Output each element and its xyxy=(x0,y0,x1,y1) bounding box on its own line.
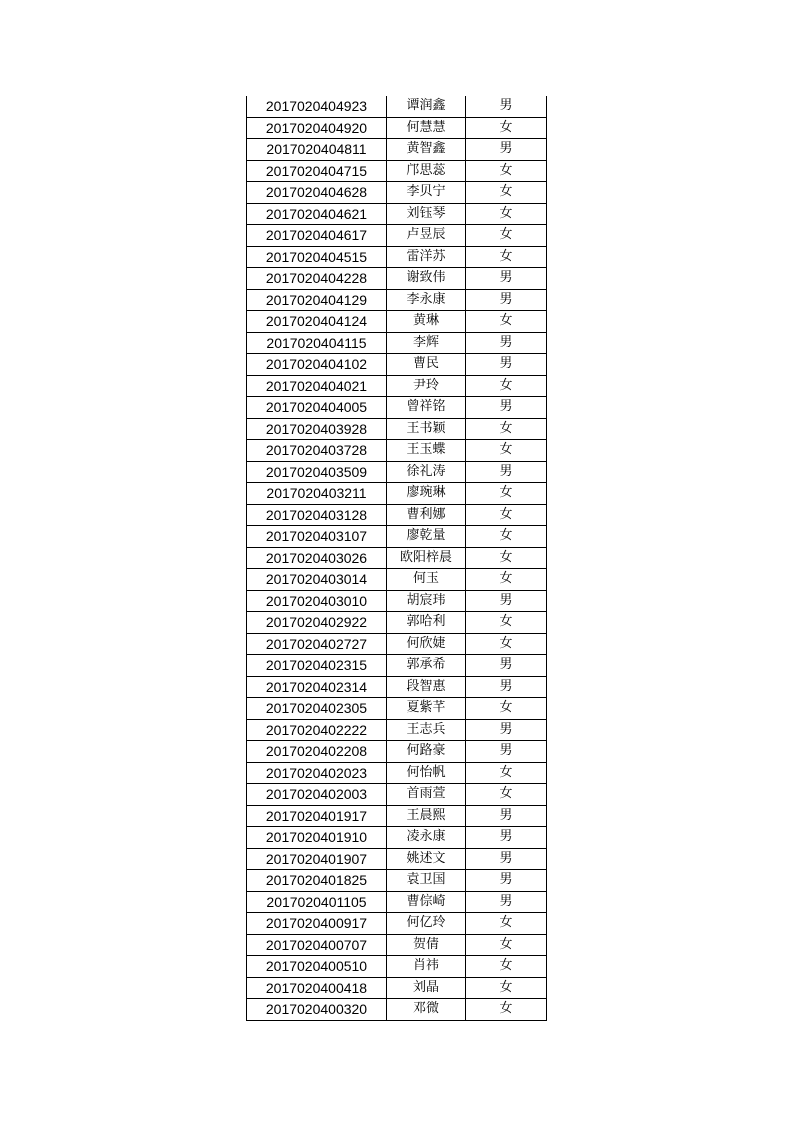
student-name-cell: 尹玲 xyxy=(387,375,466,397)
student-gender-cell: 男 xyxy=(466,354,547,376)
student-name-cell: 谢致伟 xyxy=(387,268,466,290)
table-row xyxy=(247,913,547,935)
student-id-cell: 2017020404102 xyxy=(247,354,387,376)
student-name-cell: 刘钰琴 xyxy=(387,203,466,225)
student-id-cell: 2017020402003 xyxy=(247,784,387,806)
table-row xyxy=(247,698,547,720)
student-id-cell: 2017020402727 xyxy=(247,633,387,655)
student-id-cell: 2017020400917 xyxy=(247,913,387,935)
student-id-cell: 2017020402922 xyxy=(247,612,387,634)
table-row xyxy=(247,246,547,268)
student-id-cell: 2017020400320 xyxy=(247,999,387,1021)
table-row xyxy=(247,418,547,440)
student-roster-table xyxy=(246,96,547,1021)
student-gender-cell: 女 xyxy=(466,225,547,247)
student-gender-cell: 女 xyxy=(466,698,547,720)
table-row xyxy=(247,805,547,827)
student-id-cell: 2017020400418 xyxy=(247,977,387,999)
student-name-cell: 雷洋苏 xyxy=(387,246,466,268)
student-id-cell: 2017020404617 xyxy=(247,225,387,247)
student-id-cell: 2017020404115 xyxy=(247,332,387,354)
student-gender-cell: 女 xyxy=(466,999,547,1021)
student-name-cell: 曾祥铭 xyxy=(387,397,466,419)
table-row xyxy=(247,569,547,591)
student-id-cell: 2017020401910 xyxy=(247,827,387,849)
student-name-cell: 刘晶 xyxy=(387,977,466,999)
table-row xyxy=(247,461,547,483)
student-id-cell: 2017020403928 xyxy=(247,418,387,440)
student-name-cell: 郭承希 xyxy=(387,655,466,677)
student-name-cell: 贺倩 xyxy=(387,934,466,956)
table-row xyxy=(247,848,547,870)
table-row xyxy=(247,827,547,849)
table-row xyxy=(247,870,547,892)
table-row xyxy=(247,354,547,376)
student-id-cell: 2017020401907 xyxy=(247,848,387,870)
table-row xyxy=(247,956,547,978)
student-name-cell: 王玉蝶 xyxy=(387,440,466,462)
student-name-cell: 曹民 xyxy=(387,354,466,376)
table-row xyxy=(247,182,547,204)
student-id-cell: 2017020402314 xyxy=(247,676,387,698)
table-row xyxy=(247,268,547,290)
student-gender-cell: 女 xyxy=(466,311,547,333)
student-name-cell: 郭哈利 xyxy=(387,612,466,634)
student-id-cell: 2017020404005 xyxy=(247,397,387,419)
student-gender-cell: 男 xyxy=(466,397,547,419)
table-row xyxy=(247,633,547,655)
student-gender-cell: 男 xyxy=(466,719,547,741)
student-name-cell: 王晨熙 xyxy=(387,805,466,827)
student-name-cell: 曹利娜 xyxy=(387,504,466,526)
student-name-cell: 段智惠 xyxy=(387,676,466,698)
table-row xyxy=(247,289,547,311)
table-row xyxy=(247,375,547,397)
student-gender-cell: 男 xyxy=(466,590,547,612)
student-id-cell: 2017020403014 xyxy=(247,569,387,591)
student-gender-cell: 女 xyxy=(466,203,547,225)
student-name-cell: 王志兵 xyxy=(387,719,466,741)
student-id-cell: 2017020403107 xyxy=(247,526,387,548)
table-row xyxy=(247,655,547,677)
student-gender-cell: 女 xyxy=(466,547,547,569)
student-gender-cell: 男 xyxy=(466,870,547,892)
student-name-cell: 邓微 xyxy=(387,999,466,1021)
student-name-cell: 何路豪 xyxy=(387,741,466,763)
student-name-cell: 何玉 xyxy=(387,569,466,591)
student-id-cell: 2017020404228 xyxy=(247,268,387,290)
student-id-cell: 2017020401105 xyxy=(247,891,387,913)
student-id-cell: 2017020403128 xyxy=(247,504,387,526)
student-id-cell: 2017020404923 xyxy=(247,96,387,117)
student-id-cell: 2017020401825 xyxy=(247,870,387,892)
student-id-cell: 2017020403211 xyxy=(247,483,387,505)
student-gender-cell: 女 xyxy=(466,526,547,548)
table-row xyxy=(247,934,547,956)
student-id-cell: 2017020404515 xyxy=(247,246,387,268)
student-id-cell: 2017020404124 xyxy=(247,311,387,333)
student-name-cell: 廖琬琳 xyxy=(387,483,466,505)
student-name-cell: 李永康 xyxy=(387,289,466,311)
student-id-cell: 2017020402315 xyxy=(247,655,387,677)
student-name-cell: 夏紫芊 xyxy=(387,698,466,720)
student-name-cell: 李辉 xyxy=(387,332,466,354)
student-name-cell: 徐礼涛 xyxy=(387,461,466,483)
student-gender-cell: 女 xyxy=(466,483,547,505)
student-gender-cell: 男 xyxy=(466,676,547,698)
table-row xyxy=(247,762,547,784)
student-id-cell: 2017020404920 xyxy=(247,117,387,139)
student-id-cell: 2017020402208 xyxy=(247,741,387,763)
student-gender-cell: 男 xyxy=(466,655,547,677)
table-row xyxy=(247,526,547,548)
table-row xyxy=(247,139,547,161)
student-id-cell: 2017020404811 xyxy=(247,139,387,161)
student-gender-cell: 男 xyxy=(466,139,547,161)
student-gender-cell: 女 xyxy=(466,440,547,462)
student-id-cell: 2017020404021 xyxy=(247,375,387,397)
student-gender-cell: 男 xyxy=(466,805,547,827)
student-gender-cell: 女 xyxy=(466,504,547,526)
student-name-cell: 姚述文 xyxy=(387,848,466,870)
table-row xyxy=(247,332,547,354)
student-name-cell: 凌永康 xyxy=(387,827,466,849)
table-row xyxy=(247,590,547,612)
student-id-cell: 2017020404129 xyxy=(247,289,387,311)
student-gender-cell: 男 xyxy=(466,741,547,763)
student-name-cell: 袁卫国 xyxy=(387,870,466,892)
table-row xyxy=(247,225,547,247)
student-gender-cell: 女 xyxy=(466,934,547,956)
student-id-cell: 2017020402305 xyxy=(247,698,387,720)
student-id-cell: 2017020403010 xyxy=(247,590,387,612)
table-row xyxy=(247,676,547,698)
student-name-cell: 何慧慧 xyxy=(387,117,466,139)
student-gender-cell: 男 xyxy=(466,891,547,913)
student-name-cell: 谭润鑫 xyxy=(387,96,466,117)
table-row xyxy=(247,203,547,225)
student-gender-cell: 女 xyxy=(466,762,547,784)
student-id-cell: 2017020403728 xyxy=(247,440,387,462)
student-gender-cell: 女 xyxy=(466,612,547,634)
table-row xyxy=(247,977,547,999)
student-gender-cell: 女 xyxy=(466,160,547,182)
student-name-cell: 王书颖 xyxy=(387,418,466,440)
student-id-cell: 2017020402222 xyxy=(247,719,387,741)
student-id-cell: 2017020403026 xyxy=(247,547,387,569)
student-name-cell: 邝思蕊 xyxy=(387,160,466,182)
student-gender-cell: 男 xyxy=(466,268,547,290)
student-gender-cell: 女 xyxy=(466,246,547,268)
table-row xyxy=(247,483,547,505)
table-row xyxy=(247,504,547,526)
student-gender-cell: 女 xyxy=(466,569,547,591)
student-gender-cell: 女 xyxy=(466,956,547,978)
student-gender-cell: 男 xyxy=(466,96,547,117)
table-row xyxy=(247,397,547,419)
student-name-cell: 黄智鑫 xyxy=(387,139,466,161)
table-row xyxy=(247,440,547,462)
roster-body xyxy=(247,96,547,1020)
student-id-cell: 2017020400510 xyxy=(247,956,387,978)
student-name-cell: 首雨萱 xyxy=(387,784,466,806)
student-name-cell: 何欣婕 xyxy=(387,633,466,655)
student-gender-cell: 男 xyxy=(466,827,547,849)
student-id-cell: 2017020400707 xyxy=(247,934,387,956)
table-row xyxy=(247,612,547,634)
student-gender-cell: 女 xyxy=(466,182,547,204)
student-gender-cell: 男 xyxy=(466,461,547,483)
student-id-cell: 2017020404621 xyxy=(247,203,387,225)
student-gender-cell: 女 xyxy=(466,418,547,440)
student-gender-cell: 男 xyxy=(466,848,547,870)
student-name-cell: 肖祎 xyxy=(387,956,466,978)
table-row xyxy=(247,999,547,1021)
student-id-cell: 2017020403509 xyxy=(247,461,387,483)
student-name-cell: 何亿玲 xyxy=(387,913,466,935)
student-gender-cell: 女 xyxy=(466,633,547,655)
student-name-cell: 何怡帆 xyxy=(387,762,466,784)
student-name-cell: 黄琳 xyxy=(387,311,466,333)
student-name-cell: 曹倧崎 xyxy=(387,891,466,913)
student-id-cell: 2017020404628 xyxy=(247,182,387,204)
student-name-cell: 胡宸玮 xyxy=(387,590,466,612)
student-gender-cell: 女 xyxy=(466,977,547,999)
table-row xyxy=(247,784,547,806)
student-gender-cell: 女 xyxy=(466,375,547,397)
table-row xyxy=(247,719,547,741)
table-row xyxy=(247,160,547,182)
student-id-cell: 2017020404715 xyxy=(247,160,387,182)
table-row xyxy=(247,891,547,913)
table-row xyxy=(247,96,547,117)
student-name-cell: 廖乾量 xyxy=(387,526,466,548)
student-name-cell: 欧阳梓晨 xyxy=(387,547,466,569)
student-id-cell: 2017020401917 xyxy=(247,805,387,827)
table-row xyxy=(247,547,547,569)
student-gender-cell: 女 xyxy=(466,913,547,935)
table-row xyxy=(247,741,547,763)
student-gender-cell: 女 xyxy=(466,784,547,806)
student-gender-cell: 男 xyxy=(466,289,547,311)
table-row xyxy=(247,311,547,333)
student-gender-cell: 男 xyxy=(466,332,547,354)
student-name-cell: 卢昱辰 xyxy=(387,225,466,247)
student-name-cell: 李贝宁 xyxy=(387,182,466,204)
student-gender-cell: 女 xyxy=(466,117,547,139)
table-row xyxy=(247,117,547,139)
student-id-cell: 2017020402023 xyxy=(247,762,387,784)
